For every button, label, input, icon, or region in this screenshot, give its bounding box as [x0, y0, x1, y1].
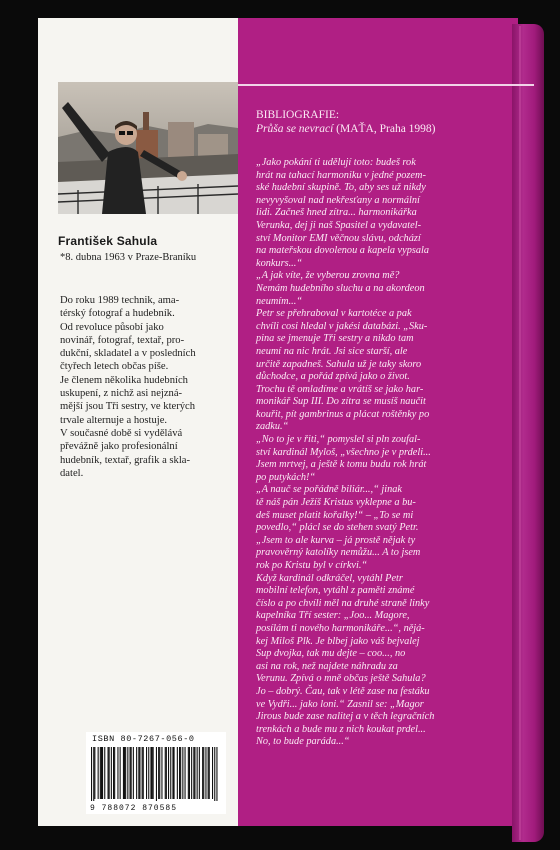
blurb-line: chvíli cosi hledal v jakési databázi. „Sku-	[256, 320, 428, 332]
spine-edge	[519, 26, 521, 840]
ean-number: 9 788072 870585	[90, 804, 178, 813]
blurb-line: Když kardinál odkráčel, vytáhl Petr	[256, 572, 403, 584]
bio-line: převážně jako profesionální	[60, 441, 178, 453]
blurb-line: na mateřskou dovolenou a kapela vypsala	[256, 245, 430, 257]
bio-line: čtyřech letech občas píše.	[60, 361, 169, 373]
blurb-line: „No to je v řiti,“ pomyslel si pln zoufal-	[256, 434, 421, 446]
blurb-line: „A nauč se pořádně biliár...,“ jinak	[256, 484, 402, 496]
bio-line: trvale alternuje a hostuje.	[60, 414, 168, 426]
blurb-line: lidi. Začneš hned zítra... harmonikářka	[256, 207, 417, 219]
blurb-line: po putykách!“	[256, 471, 316, 483]
blurb-line: určitě zapadneš. Sahula už je taky skoro	[256, 358, 422, 370]
blurb-line: Verunu. Zpívá o mně občas ještě Sahula?	[256, 673, 426, 685]
bio-line: Do roku 1989 technik, ama-	[60, 295, 180, 306]
bio-line: datel.	[60, 467, 84, 479]
blurb-line: No, to bude paráda...“	[256, 736, 350, 748]
author-biography	[60, 294, 238, 480]
blurb-line: deš muset platit kořalky!“ – „To se mi	[256, 509, 414, 521]
blurb-line: ské hudební skupině. To, aby ses už nikdy	[256, 182, 426, 194]
barcode	[86, 732, 226, 814]
bibliography-entry	[256, 123, 436, 135]
blurb-line: ve Vydři... jako loni.“ Zasnil se: „Magor	[256, 698, 424, 710]
blurb-line: mobilní telefon, vytáhl z paměti známé	[256, 585, 415, 597]
blurb-line: povedlo,“ plácl se do stehen svatý Petr.	[256, 522, 419, 534]
blurb-line: Verunka, dej ji naš Spasitel a vydavatel-	[256, 219, 421, 231]
bibliography-title: Průša se nevrací	[256, 123, 334, 135]
bibliography-detail: (MAŤA, Praha 1998)	[336, 123, 436, 135]
bio-line: mější jsou Tři sestry, ve kterých	[60, 401, 196, 413]
author-name: František Sahula	[58, 234, 158, 248]
blurb-excerpt	[256, 157, 514, 749]
blurb-line: pina se jmenuje Tři sestry a nikdo tam	[256, 333, 414, 345]
blurb-line: kouřit, pít gambrinus a plácat roštěnky po	[256, 408, 430, 420]
blurb-line: „Jako pokání ti udělují toto: budeš rok	[256, 157, 416, 168]
bio-line: térský fotograf a hudebník.	[60, 308, 175, 320]
blurb-line: Jo – dobrý. Čau, tak v létě zase na festáku	[256, 685, 430, 697]
blurb-line: ství Monitor EMI věčnou slávu, odchází	[256, 232, 421, 244]
blurb-line: důchodce, a pořád zpívá jako o život.	[256, 371, 410, 383]
blurb-line: tě náš pán Ježíš Kristus vyklepne a bu-	[256, 497, 416, 509]
blurb-line: neumí na nic hrát. Jsi sice starší, ale	[256, 345, 408, 357]
barcode-bars	[91, 747, 221, 801]
author-birth: *8. dubna 1963 v Praze-Braníku	[60, 252, 197, 263]
blurb-line: kapelníka Tří sester: „Joo... Magore,	[256, 610, 410, 622]
blurb-line: Jirous bude zase nalitej a v těch legračních	[256, 711, 435, 723]
bio-line: hudebník, textař, grafik a skla-	[60, 454, 191, 466]
blurb-line: trenkách a bude mu z nich koukat prdel...	[256, 723, 426, 735]
blurb-line: číslo a po chvíli měl na druhé straně linky	[256, 597, 430, 609]
blurb-line: zadku.“	[256, 421, 289, 433]
bio-line: V současné době si vydělává	[60, 427, 183, 439]
blurb-line: Petr se přehraboval v kartotéce a pak	[256, 308, 412, 320]
blurb-line: ství kardinál Myloš, „všechno je v prdeli...	[256, 446, 431, 458]
blurb-line: monikář Sup III. Do zítra se musíš naučit	[256, 396, 426, 408]
blurb-line: „Jsem to ale kurva – já prostě nějak ty	[256, 534, 416, 546]
blurb-line: Sup dvojka, tak mu dejte – coo..., no	[256, 648, 406, 660]
author-photo-image	[58, 82, 238, 214]
blurb-line: Trochu tě omladíme a vrátíš se jako har-	[256, 383, 424, 395]
author-photo	[58, 82, 238, 214]
blurb-line: kej Miloš Plk. Je blbej jako váš bejvalej	[256, 635, 420, 647]
blurb-line: asi na rok, než najdete náhradu za	[256, 660, 398, 672]
blurb-line: Jsem mrtvej, a ještě k tomu budu rok hrát	[256, 459, 427, 471]
blurb-line: pravověrný katolíky nemůžu... A to jsem	[256, 547, 421, 559]
book-spine	[512, 24, 544, 842]
blurb-line: „A jak víte, že vyberou zrovna mě?	[256, 270, 400, 282]
blurb-line: neumím...“	[256, 295, 303, 307]
isbn-text: ISBN 80-7267-056-0	[92, 734, 195, 744]
book-back-cover	[38, 12, 548, 838]
bio-line: uskupení, z nichž asi nejzná-	[60, 388, 183, 400]
bio-line: Od revoluce působí jako	[60, 321, 164, 333]
blurb-line: posílám ti nového harmonikáře...“, nějá-	[256, 622, 425, 634]
bibliography-heading: BIBLIOGRAFIE:	[256, 109, 340, 121]
blurb-line: konkurs...“	[256, 257, 303, 269]
pink-divider-line	[238, 84, 534, 86]
bio-line: dukční, skladatel a v posledních	[60, 348, 196, 360]
bio-line: novinář, fotograf, textař, pro-	[60, 334, 185, 346]
blurb-line: nevyvyšoval nad nekřesťany a normální	[256, 194, 420, 206]
bio-line: Je členem několika hudebních	[60, 374, 188, 386]
blurb-line: hrát na tahací harmoniku v jedné pozem-	[256, 169, 426, 181]
blurb-line: Nemám hudebního sluchu a na akordeon	[256, 282, 425, 294]
blurb-line: rok po Kristu byl v církvi.“	[256, 560, 368, 571]
